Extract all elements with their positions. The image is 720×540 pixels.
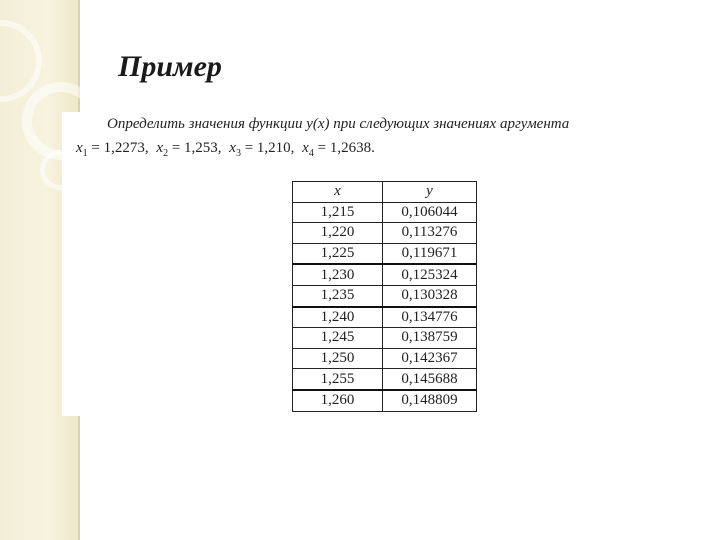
argument-1: $x_1 = 1,2273$, [76,140,149,159]
argument-2: $x_2 = 1,253$, [156,140,222,159]
argument-3: $x_3 = 1,210$, [229,140,295,159]
table-row [293,285,477,306]
cell-y: 0,134776 [383,307,477,328]
cell-x: 1,255 [293,369,383,390]
cell-y: 0,148809 [383,390,477,411]
cell-y: 0,145688 [383,369,477,390]
table-row [293,243,477,264]
header-x: x [293,182,383,203]
cell-x: 1,225 [293,243,383,264]
table-row [293,328,477,349]
cell-y: 0,106044 [383,202,477,223]
table-row [293,348,477,369]
cell-x: 1,260 [293,390,383,411]
cell-y: 0,130328 [383,285,477,306]
cell-x: 1,215 [293,202,383,223]
table-row [293,264,477,285]
argument-4: $x_4 = 1,2638$. [302,140,375,159]
cell-y: 0,142367 [383,348,477,369]
cell-x: 1,235 [293,285,383,306]
values-table [292,181,477,412]
cell-y: 0,138759 [383,328,477,349]
argument-values [76,140,379,159]
table-row [293,307,477,328]
table-row [293,202,477,223]
cell-x: 1,230 [293,264,383,285]
table-row [293,369,477,390]
cell-x: 1,250 [293,348,383,369]
cell-y: 0,119671 [383,243,477,264]
cell-x: 1,240 [293,307,383,328]
table-row [293,390,477,411]
cell-x: 1,245 [293,328,383,349]
cell-x: 1,220 [293,223,383,244]
table-row [293,223,477,244]
slide-title: Пример [118,50,222,83]
table-header-row [293,182,477,203]
cell-y: 0,113276 [383,223,477,244]
cell-y: 0,125324 [383,264,477,285]
task-text: Определить значения функции y(x) при следующих значениях аргумента [107,116,570,132]
header-y: y [383,182,477,203]
